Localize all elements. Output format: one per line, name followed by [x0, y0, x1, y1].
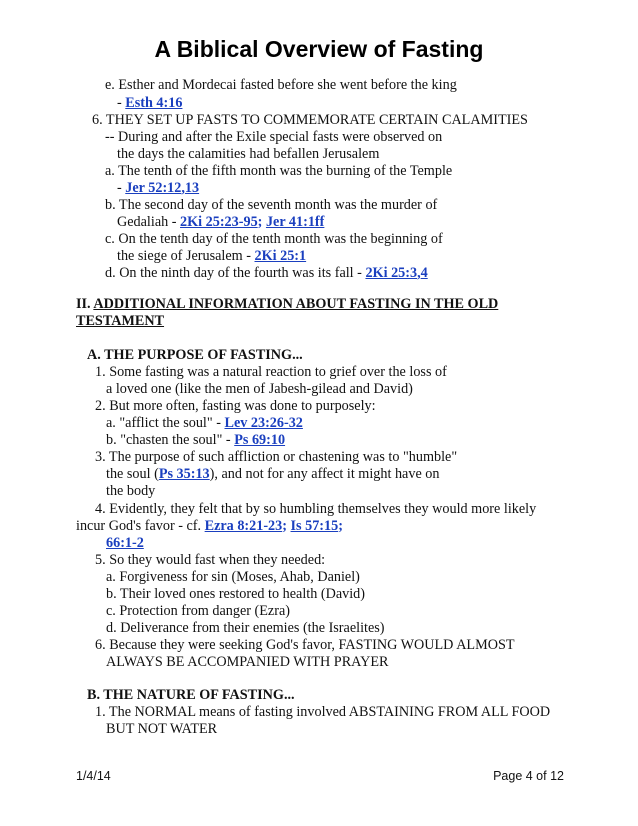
- text-line: the siege of Jerusalem - 2Ki 25:1: [117, 248, 307, 264]
- text-line: [106, 534, 144, 552]
- text-line: the soul (Ps 35:13), and not for any affect it might have on: [106, 466, 440, 482]
- section-heading-cont: TESTAMENT: [76, 313, 165, 329]
- text-line: c. On the tenth day of the tenth month was the beginning of: [105, 231, 443, 247]
- text-line: 3. The purpose of such affliction or chastening was to "humble": [95, 449, 458, 465]
- scripture-link-2ki-25-4[interactable]: 4: [420, 265, 428, 281]
- text-line: the body: [106, 483, 156, 499]
- text-line: b. "chasten the soul" - Ps 69:10: [106, 432, 286, 448]
- text-line: Gedaliah - 2Ki 25:23-95; Jer 41:1ff: [117, 214, 325, 230]
- scripture-link-ps-35-13[interactable]: Ps 35:13: [158, 466, 210, 482]
- scripture-link-2ki-25-3[interactable]: 2Ki 25:3: [365, 265, 418, 281]
- scripture-link-jer-52-12[interactable]: Jer 52:12: [125, 180, 182, 196]
- text-line: 5. So they would fast when they needed:: [95, 552, 326, 568]
- text-line: 1. The NORMAL means of fasting involved ABSTAINING FROM ALL FOOD: [95, 704, 551, 720]
- text-line: 4. Evidently, they felt that by so humbling themselves they would more likely: [95, 501, 537, 517]
- text-line: b. Their loved ones restored to health (David): [106, 586, 365, 602]
- text-line: - Esth 4:16: [117, 95, 183, 111]
- scripture-link-is-57-15[interactable]: Is 57:15: [290, 518, 339, 534]
- subsection-heading: B. THE NATURE OF FASTING...: [87, 687, 295, 703]
- text-line: BUT NOT WATER: [106, 721, 218, 737]
- text-line: - Jer 52:12,13: [117, 180, 200, 196]
- text-line: the days the calamities had befallen Jerusalem: [117, 146, 380, 162]
- scripture-link-esth-4-16[interactable]: Esth 4:16: [125, 95, 183, 111]
- text-line: e. Esther and Mordecai fasted before she went before the king: [105, 77, 457, 93]
- scripture-link-lev-23-26[interactable]: Lev 23:26-32: [224, 415, 303, 431]
- page-title: A Biblical Overview of Fasting: [154, 36, 484, 62]
- footer-page-number: Page 4 of 12: [493, 769, 564, 783]
- scripture-link-is-66-1[interactable]: 66:1-2: [106, 535, 144, 551]
- text-line: 1. Some fasting was a natural reaction to grief over the loss of: [95, 364, 447, 380]
- text-line: a. Forgiveness for sin (Moses, Ahab, Daniel): [106, 569, 360, 585]
- text-line: -- During and after the Exile special fasts were observed on: [105, 129, 443, 145]
- text-line: c. Protection from danger (Ezra): [106, 603, 290, 619]
- text-line: d. On the ninth day of the fourth was its fall - 2Ki 25:3,4: [105, 265, 428, 281]
- subsection-heading: A. THE PURPOSE OF FASTING...: [87, 347, 303, 363]
- footer-date: 1/4/14: [76, 769, 111, 783]
- text-line: 6. THEY SET UP FASTS TO COMMEMORATE CERTAIN CALAMITIES: [92, 112, 528, 128]
- text-line: 6. Because they were seeking God's favor, FASTING WOULD ALMOST: [95, 637, 515, 653]
- scripture-link-2ki-25-1[interactable]: 2Ki 25:1: [254, 248, 307, 264]
- text-line: a. "afflict the soul" - Lev 23:26-32: [106, 415, 303, 431]
- text-line: b. The second day of the seventh month was the murder of: [105, 197, 438, 213]
- scripture-link-ezra-8-21[interactable]: Ezra 8:21-23: [204, 518, 283, 534]
- text-line: a loved one (like the men of Jabesh-gilead and David): [106, 381, 413, 397]
- scripture-link-ps-69-10[interactable]: Ps 69:10: [234, 432, 286, 448]
- scripture-link-jer-41-1[interactable]: Jer 41:1ff: [265, 214, 325, 230]
- text-line: 2. But more often, fasting was done to purposely:: [95, 398, 376, 414]
- text-line: incur God's favor - cf. Ezra 8:21-23; Is 57:15;: [76, 518, 343, 534]
- text-line: ALWAYS BE ACCOMPANIED WITH PRAYER: [106, 654, 389, 670]
- scripture-link-2ki-25-23[interactable]: 2Ki 25:23-95: [180, 214, 258, 230]
- scripture-link-jer-52-13[interactable]: 13: [184, 180, 200, 196]
- section-heading: II. ADDITIONAL INFORMATION ABOUT FASTING IN THE OLD: [76, 296, 499, 312]
- text-line: a. The tenth of the fifth month was the burning of the Temple: [105, 163, 453, 179]
- text-line: d. Deliverance from their enemies (the Israelites): [106, 620, 385, 636]
